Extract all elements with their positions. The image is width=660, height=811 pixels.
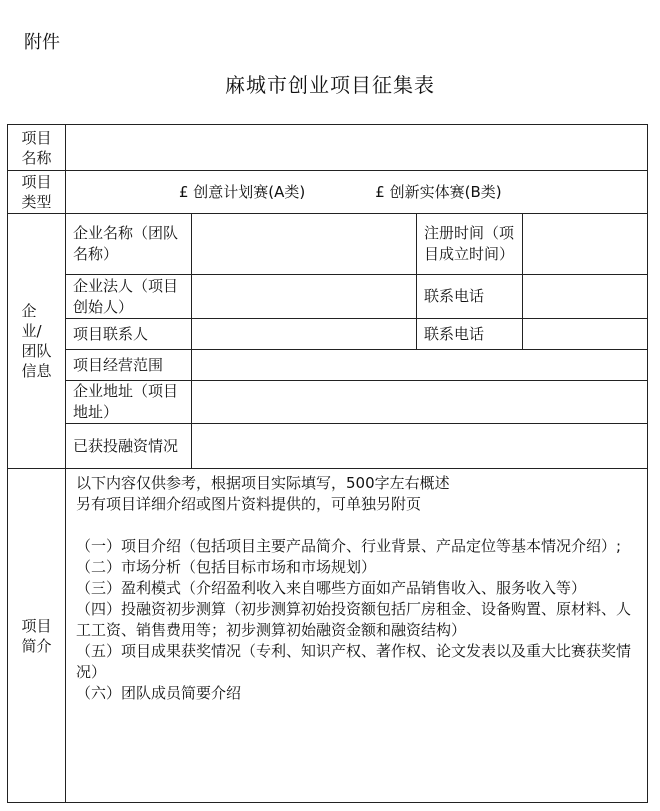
phone-label-1: 联系电话 xyxy=(417,275,523,319)
register-time-field[interactable] xyxy=(523,214,648,275)
project-form-table xyxy=(7,124,648,803)
register-time-label: 注册时间（项目成立时间） xyxy=(417,214,523,275)
phone-field-2[interactable] xyxy=(523,319,648,350)
row-company-name xyxy=(8,214,648,275)
company-name-label: 企业名称（团队名称） xyxy=(66,214,192,275)
address-label: 企业地址（项目地址） xyxy=(66,381,192,424)
intro-note-2: 另有项目详细介绍或图片资料提供的，可单独另附页 xyxy=(76,495,422,513)
legal-person-field[interactable] xyxy=(192,275,417,319)
intro-item-3: （三）盈利模式（介绍盈利收入来自哪些方面如产品销售收入、服务收入等） xyxy=(76,579,587,597)
phone-field-1[interactable] xyxy=(523,275,648,319)
row-business-scope xyxy=(8,350,648,381)
intro-item-1: （一）项目介绍（包括项目主要产品简介、行业背景、产品定位等基本情况介绍）; xyxy=(76,537,622,555)
project-name-label: 项目名称 xyxy=(21,128,52,167)
project-type-options xyxy=(66,171,648,214)
legal-person-label: 企业法人（项目创始人） xyxy=(66,275,192,319)
row-contact-person xyxy=(8,319,648,350)
project-name-field[interactable] xyxy=(66,125,648,171)
intro-item-4: （四）投融资初步测算（初步测算初始投资额包括厂房租金、设备购置、原材料、人工工资、销售费用等；初步测算初始融资金额和融资结构） xyxy=(76,600,632,639)
attachment-label: 附件 xyxy=(24,32,60,53)
intro-spacer xyxy=(76,515,637,536)
intro-item-5: （五）项目成果获奖情况（专利、知识产权、著作权、论文发表以及重大比赛获奖情况） xyxy=(76,642,632,681)
form-title: 麻城市创业项目征集表 xyxy=(225,73,435,97)
contact-person-field[interactable] xyxy=(192,319,417,350)
business-scope-field[interactable] xyxy=(192,350,648,381)
intro-label-cell xyxy=(8,469,66,803)
intro-item-2: （二）市场分析（包括目标市场和市场规划） xyxy=(76,558,377,576)
company-name-field[interactable] xyxy=(192,214,417,275)
project-type-label: 项目类型 xyxy=(21,173,52,211)
financing-field[interactable] xyxy=(192,424,648,469)
phone-label-2: 联系电话 xyxy=(417,319,523,350)
row-financing xyxy=(8,424,648,469)
row-project-intro xyxy=(8,469,648,803)
row-project-type xyxy=(8,171,648,214)
contact-person-label: 项目联系人 xyxy=(66,319,192,350)
type-option-a[interactable]: £ 创意计划赛(A类) xyxy=(179,182,306,201)
row-project-name xyxy=(8,125,648,171)
row-address xyxy=(8,381,648,424)
business-scope-label: 项目经营范围 xyxy=(66,350,192,381)
address-field[interactable] xyxy=(192,381,648,424)
intro-label: 项目简介 xyxy=(21,616,52,655)
intro-item-6: （六）团队成员简要介绍 xyxy=(76,684,242,702)
intro-note-1: 以下内容仅供参考，根据项目实际填写，500字左右概述 xyxy=(76,474,450,492)
enterprise-info-label: 企业/团队信息 xyxy=(21,302,52,380)
row-legal-person xyxy=(8,275,648,319)
project-name-label-cell xyxy=(8,125,66,171)
intro-content[interactable] xyxy=(66,469,648,803)
financing-label: 已获投融资情况 xyxy=(66,424,192,469)
project-type-label-cell xyxy=(8,171,66,214)
type-option-b[interactable]: £ 创新实体赛(B类) xyxy=(375,182,502,201)
enterprise-info-label-cell xyxy=(8,214,66,469)
